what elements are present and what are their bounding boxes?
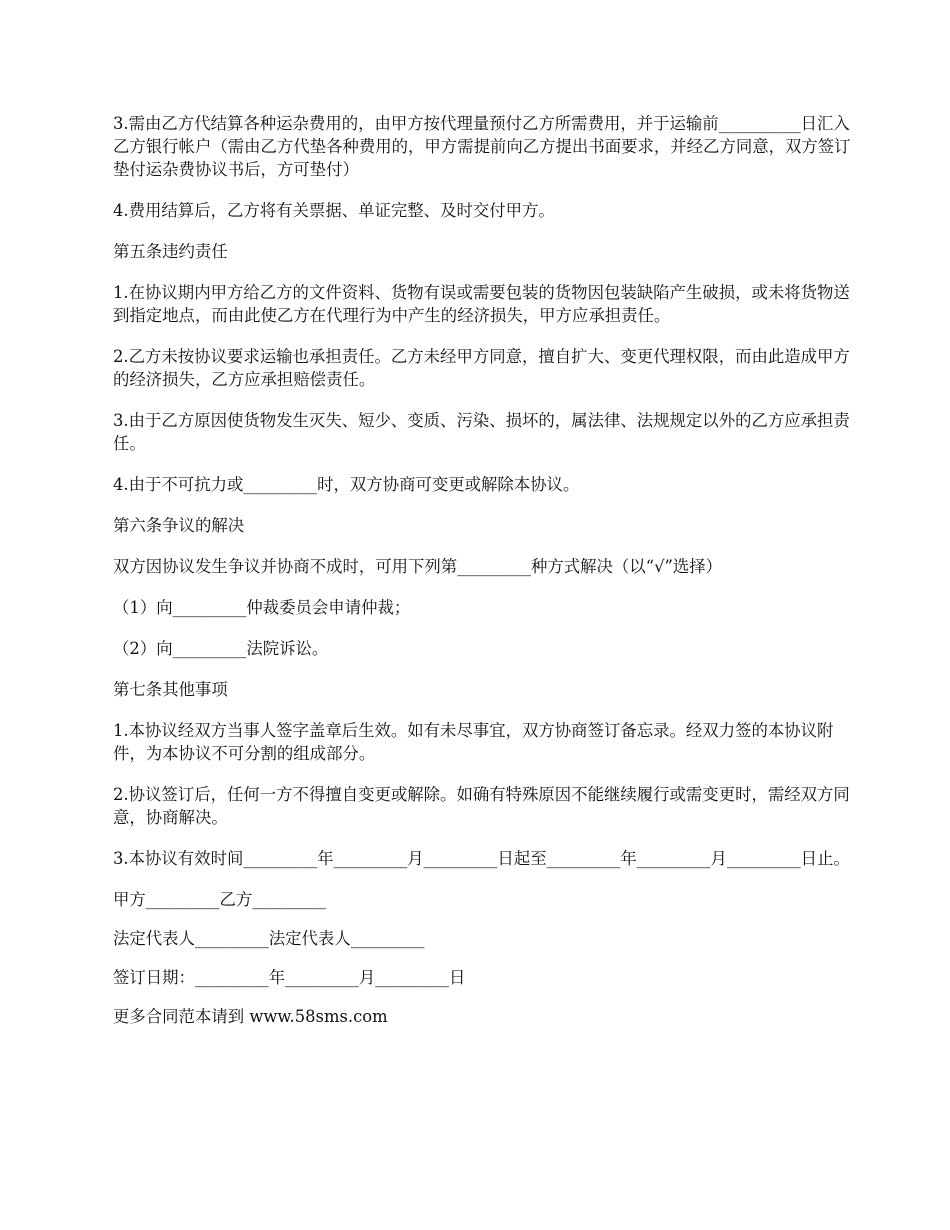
footer-link-text: 更多合同范本请到 www.58sms.com bbox=[113, 1007, 388, 1026]
section-heading-5: 第五条违约责任 bbox=[113, 242, 228, 261]
clause-5-item-4: 4.由于不可抗力或_________时，双方协商可变更或解除本协议。 bbox=[113, 475, 580, 494]
clause-6-option-1: （1）向_________仲裁委员会申请仲裁； bbox=[113, 598, 411, 617]
clause-7-item-3: 3.本协议有效时间_________年_________月_________日起至_________年_________月_________日止。 bbox=[113, 849, 850, 868]
clause-7-item-2: 2.协议签订后，任何一方不得擅自变更或解除。如确有特殊原因不能继续履行或需变更时，需经双方同意，协商解决。 bbox=[113, 785, 850, 827]
section-heading-6: 第六条争议的解决 bbox=[113, 516, 245, 535]
clause-5-item-3: 3.由于乙方原因使货物发生灭失、短少、变质、污染、损坏的，属法律、法规规定以外的乙方应承担责任。 bbox=[113, 411, 850, 453]
clause-7-item-1: 1.本协议经双方当事人签字盖章后生效。如有未尽事宜，双方协商签订备忘录。经双力签的本协议附件，为本协议不可分割的组成部分。 bbox=[113, 721, 834, 763]
clause-4-item-4: 4.费用结算后，乙方将有关票据、单证完整、及时交付甲方。 bbox=[113, 201, 555, 220]
signature-parties: 甲方_________乙方_________ bbox=[113, 890, 327, 909]
section-heading-7: 第七条其他事项 bbox=[113, 680, 228, 699]
clause-6-option-2: （2）向_________法院诉讼。 bbox=[113, 639, 329, 658]
signature-representatives: 法定代表人_________法定代表人_________ bbox=[113, 929, 425, 948]
clause-5-item-1: 1.在协议期内甲方给乙方的文件资料、货物有误或需要包装的货物因包装缺陷产生破损，或未将货物送到指定地点，而由此使乙方在代理行为中产生的经济损失，甲方应承担责任。 bbox=[113, 283, 850, 325]
clause-4-item-3: 3.需由乙方代结算各种运杂费用的，由甲方按代理量预付乙方所需费用，并于运输前__________日汇入乙方银行帐户（需由乙方代垫各种费用的，甲方需提前向乙方提出书面要求，并经乙方同意，双方签订垫付运杂费协议书后，方可垫付） bbox=[113, 114, 851, 179]
contract-page bbox=[113, 112, 853, 1046]
clause-5-item-2: 2.乙方未按协议要求运输也承担责任。乙方未经甲方同意，擅自扩大、变更代理权限，而由此造成甲方的经济损失，乙方应承担赔偿责任。 bbox=[113, 347, 850, 389]
clause-6-intro: 双方因协议发生争议并协商不成时，可用下列第_________种方式解决（以“√”选择） bbox=[113, 557, 723, 576]
signing-date: 签订日期：_________年_________月_________日 bbox=[113, 968, 466, 987]
